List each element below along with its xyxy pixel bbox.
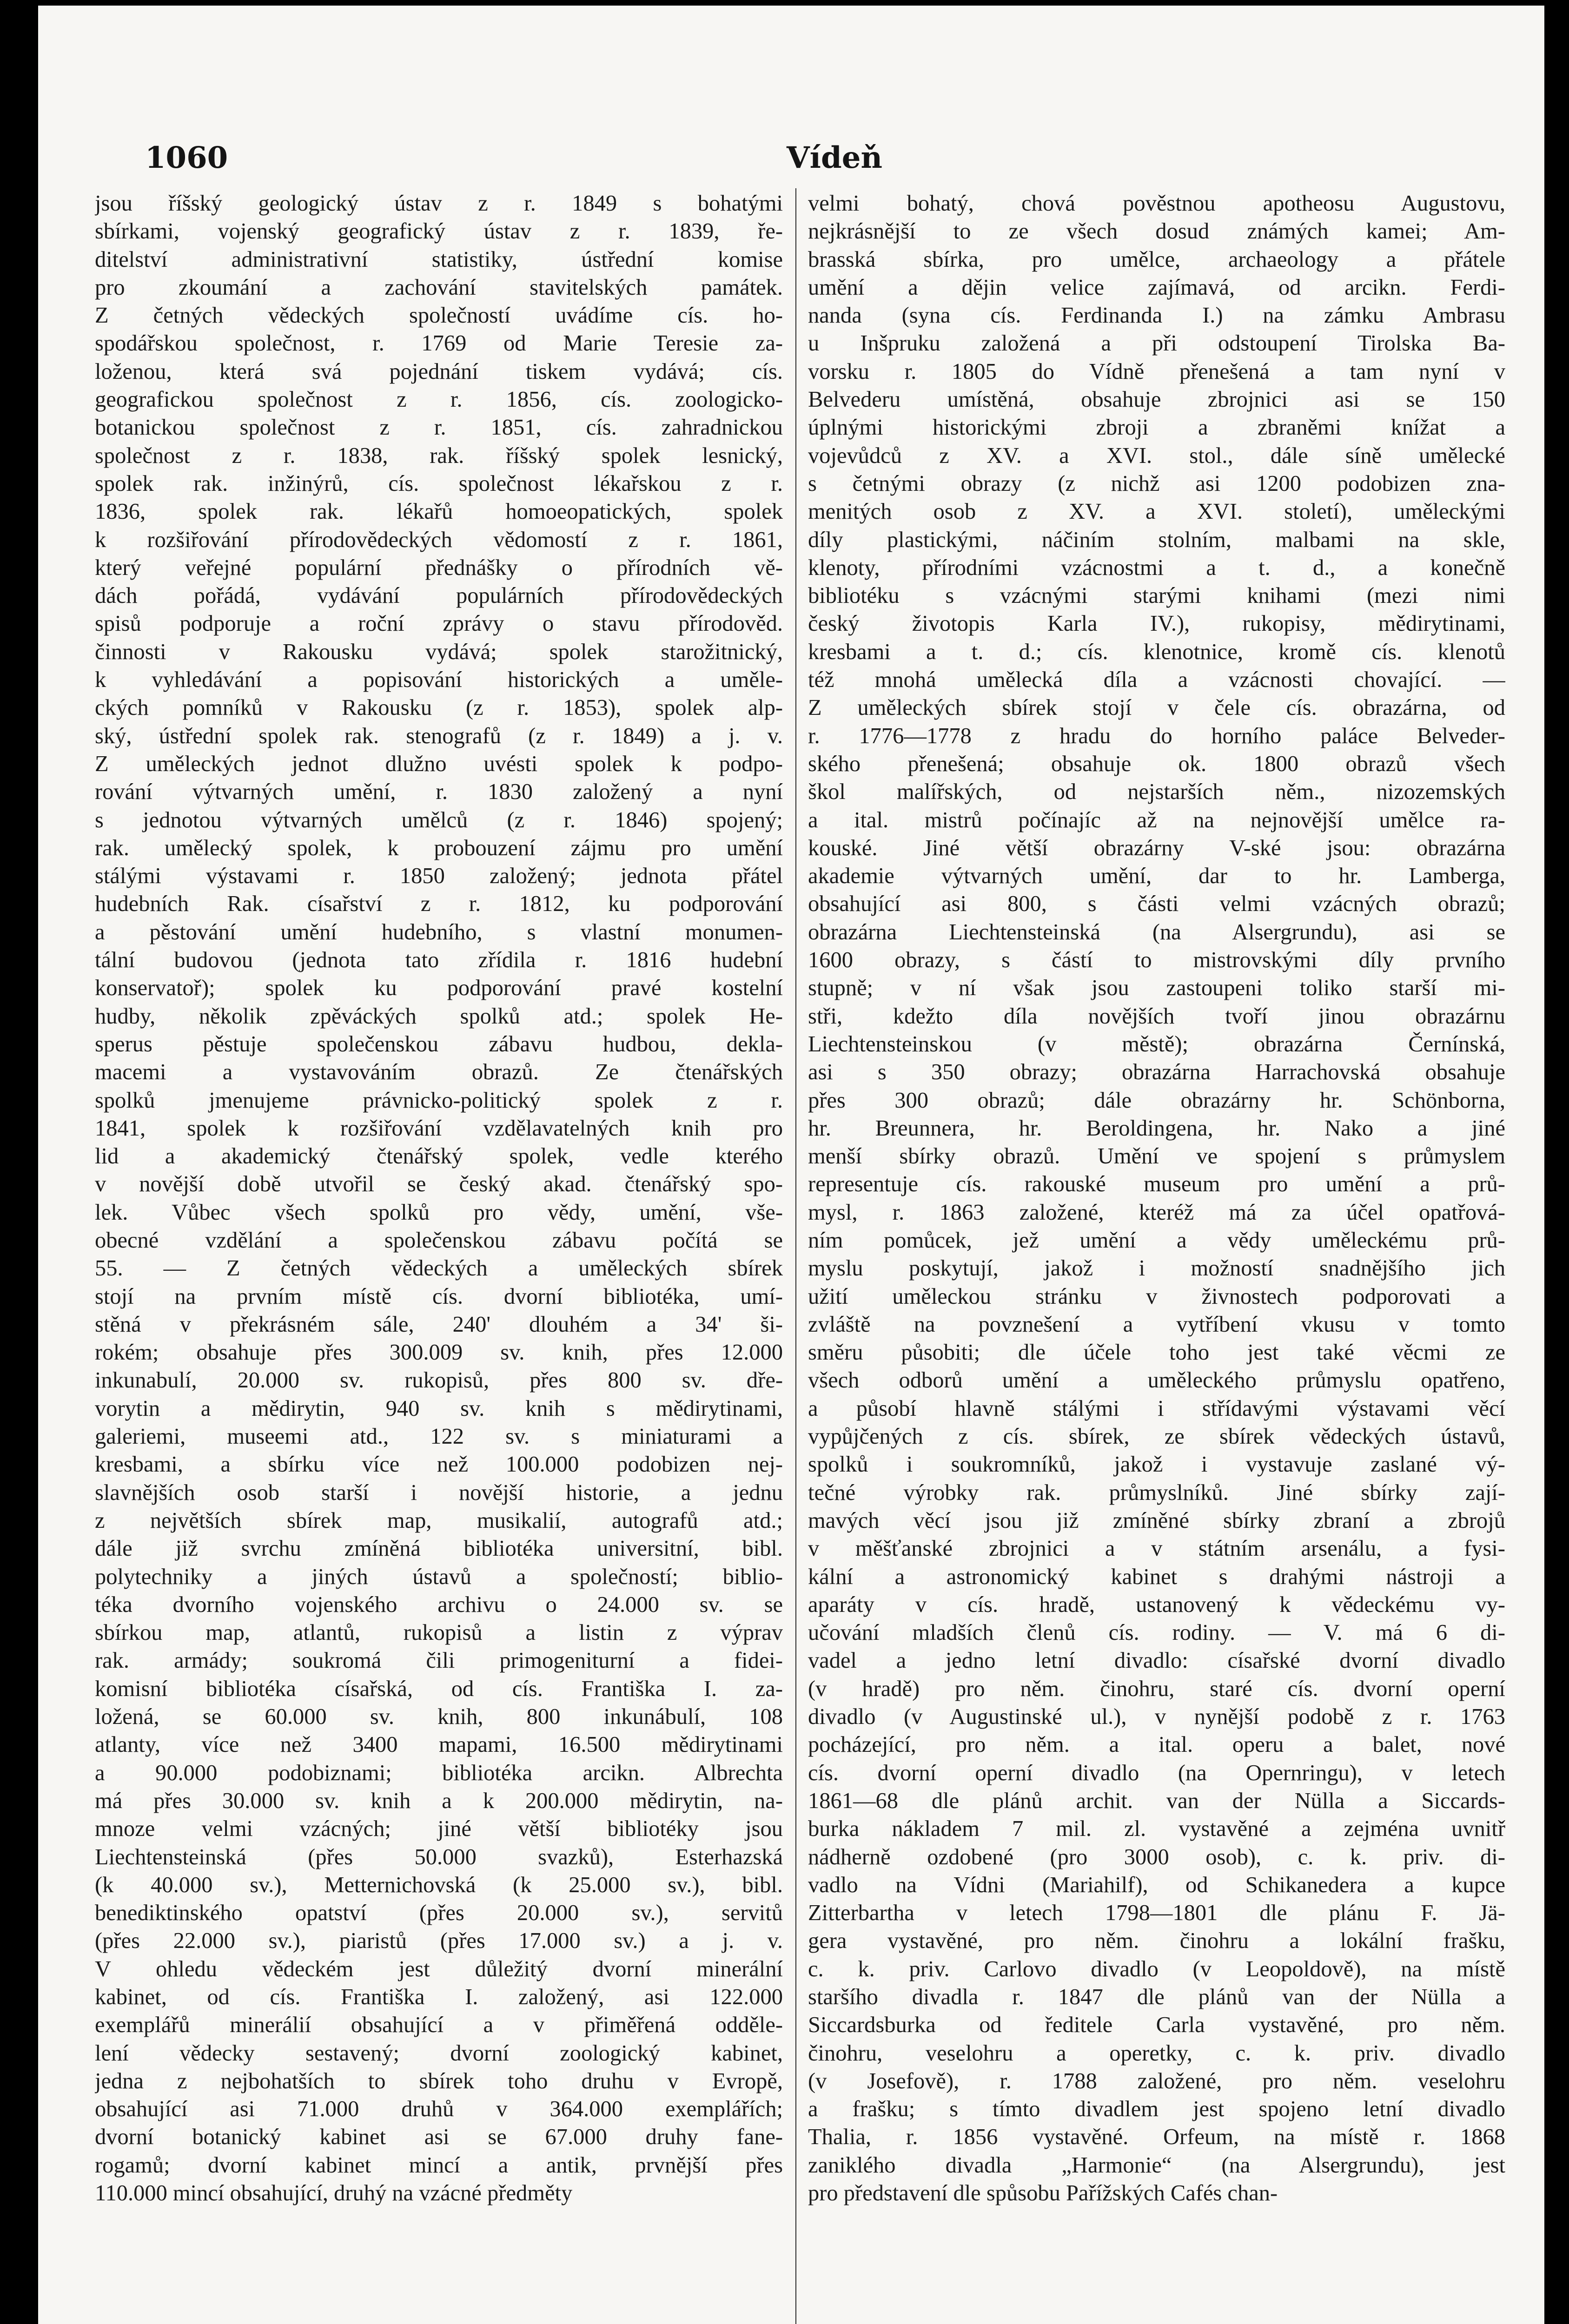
text-line: klenoty, přírodními vzácnostmi a t. d., a konečně bbox=[808, 555, 1505, 580]
text-line: macemi a vystavováním obrazů. Ze čtenářských bbox=[95, 1060, 783, 1085]
text-line: loženou, která svá pojednání tiskem vydává; cís. bbox=[95, 359, 783, 384]
text-line: ský, ústřední spolek rak. stenografů (z r. 1849) a j. v. bbox=[95, 723, 783, 748]
text-line: přes 300 obrazů; dále obrazárny hr. Schönborna, bbox=[808, 1088, 1505, 1113]
text-line: s četnými obrazy (z nichž asi 1200 podobizen zna- bbox=[808, 471, 1505, 496]
text-line: s jednotou výtvarných umělců (z r. 1846) spojený; bbox=[95, 807, 783, 832]
text-line: Z uměleckých sbírek stojí v čele cís. obrazárna, od bbox=[808, 695, 1505, 720]
text-line: (v hradě) pro něm. činohru, staré cís. dvorní operní bbox=[808, 1676, 1505, 1701]
text-line: aparáty v cís. hradě, ustanovený k vědeckému vy- bbox=[808, 1592, 1505, 1617]
text-line: mnoze velmi vzácných; jiné větší bibliotéky jsou bbox=[95, 1816, 783, 1842]
text-line: kresbami, a sbírku více než 100.000 podobizen nej- bbox=[95, 1452, 783, 1477]
text-line: díly plastickými, náčiním stolním, malbami na skle, bbox=[808, 527, 1505, 552]
text-line: má přes 30.000 sv. knih a k 200.000 mědirytin, na- bbox=[95, 1788, 783, 1813]
text-line: umění a dějin velice zajímavá, od arcikn. Ferdi- bbox=[808, 275, 1505, 300]
text-line: akademie výtvarných umění, dar to hr. Lamberga, bbox=[808, 864, 1505, 889]
text-line: Thalia, r. 1856 vystavěné. Orfeum, na místě r. 1868 bbox=[808, 2125, 1505, 2150]
text-line: (přes 22.000 sv.), piaristů (přes 17.000 sv.) a j. v. bbox=[95, 1928, 783, 1954]
text-line: spolek rak. inžinýrů, cís. společnost lékařskou z r. bbox=[95, 471, 783, 496]
text-line: stři, kdežto díla novějších tvoří jinou obrazárnu bbox=[808, 1004, 1505, 1029]
text-line: exemplářů minerálií obsahující a v přiměřená odděle- bbox=[95, 2013, 783, 2038]
text-line: rogamů; dvorní kabinet mincí a antik, prvnější přes bbox=[95, 2152, 783, 2178]
column-divider bbox=[795, 188, 796, 2324]
text-line: menší sbírky obrazů. Umění ve spojení s průmyslem bbox=[808, 1144, 1505, 1169]
text-line: tální budovou (jednota tato zřídila r. 1816 hudební bbox=[95, 948, 783, 973]
text-line: zaniklého divadla „Harmonie“ (na Alsergrundu), jest bbox=[808, 2152, 1505, 2178]
page-number: 1060 bbox=[145, 140, 228, 175]
text-line: Liechtensteinská (přes 50.000 svazků), Esterhazská bbox=[95, 1844, 783, 1869]
text-line: též mnohá umělecká díla a vzácnosti chovající. — bbox=[808, 667, 1505, 693]
text-line: mavých věcí jsou již zmíněné sbírky zbraní a zbrojů bbox=[808, 1508, 1505, 1533]
text-line: rak. armády; soukromá čili primogeniturní a fidei- bbox=[95, 1648, 783, 1673]
text-line: velmi bohatý, chová pověstnou apotheosu Augustovu, bbox=[808, 191, 1505, 216]
text-line: 110.000 mincí obsahující, druhý na vzácné předměty bbox=[95, 2181, 573, 2206]
text-line: společnost z r. 1838, rak. říšský spolek lesnický, bbox=[95, 443, 783, 468]
text-line: geografickou společnost z r. 1856, cís. zoologicko- bbox=[95, 387, 783, 412]
text-line: rokém; obsahuje přes 300.009 sv. knih, přes 12.000 bbox=[95, 1340, 783, 1365]
text-line: c. k. priv. Carlovo divadlo (v Leopoldově), na místě bbox=[808, 1956, 1505, 1981]
text-line: 1861—68 dle plánů archit. van der Nülla a Siccards- bbox=[808, 1788, 1505, 1813]
text-line: nanda (syna cís. Ferdinanda I.) na zámku Ambrasu bbox=[808, 303, 1505, 328]
text-line: u Inšpruku založená a při odstoupení Tirolska Ba- bbox=[808, 331, 1505, 356]
text-line: gera vystavěné, pro něm. činohru a lokální frašku, bbox=[808, 1928, 1505, 1954]
text-line: spodářskou společnost, r. 1769 od Marie Teresie za- bbox=[95, 331, 783, 356]
text-line: V ohledu vědeckém jest důležitý dvorní minerální bbox=[95, 1956, 783, 1981]
text-line: 1841, spolek k rozšiřování vzdělavatelných knih pro bbox=[95, 1116, 783, 1141]
text-line: burka nákladem 7 mil. zl. vystavěné a zejména uvnitř bbox=[808, 1816, 1505, 1842]
text-line: sbírkami, vojenský geografický ústav z r. 1839, ře- bbox=[95, 219, 783, 244]
text-line: téka dvorního vojenského archivu o 24.000 sv. se bbox=[95, 1592, 783, 1617]
text-line: který veřejné populární přednášky o přírodních vě- bbox=[95, 555, 783, 580]
right-column bbox=[808, 190, 1505, 2207]
text-line: staršího divadla r. 1847 dle plánů van der Nülla a bbox=[808, 1985, 1505, 2009]
text-line: dále již svrchu zmíněná bibliotéka universitní, bibl. bbox=[95, 1536, 783, 1561]
text-line: galeriemi, museemi atd., 122 sv. s miniaturami a bbox=[95, 1424, 783, 1449]
text-line: 1600 obrazy, s částí to mistrovskými díly prvního bbox=[808, 948, 1505, 973]
text-line: Z četných vědeckých společností uvádíme cís. ho- bbox=[95, 303, 783, 328]
text-line: škol malířských, od nejstarších něm., nizozemských bbox=[808, 779, 1505, 805]
text-line: kabinet, od cís. Františka I. založený, asi 122.000 bbox=[95, 1985, 783, 2009]
text-line: ckých pomníků v Rakousku (z r. 1853), spolek alp- bbox=[95, 695, 783, 720]
text-line: kální a astronomický kabinet s drahými nástroji a bbox=[808, 1564, 1505, 1589]
text-line: rování výtvarných umění, r. 1830 založený a nyní bbox=[95, 779, 783, 805]
text-line: činohru, veselohru a operetky, c. k. priv. divadlo bbox=[808, 2040, 1505, 2066]
text-line: bibliotéku s vzácnými starými knihami (mezi nimi bbox=[808, 583, 1505, 608]
text-line: obecné vzdělání a společenskou zábavu počítá se bbox=[95, 1228, 783, 1253]
text-line: myslu poskytují, jakož i možností snadnějšího jich bbox=[808, 1256, 1505, 1281]
text-line: stálými výstavami r. 1850 založený; jednota přátel bbox=[95, 864, 783, 889]
text-line: v měšťanské zbrojnici a v státním arsenálu, a fysi- bbox=[808, 1536, 1505, 1561]
text-line: vypůjčených z cís. sbírek, ze sbírek vědeckých ústavů, bbox=[808, 1424, 1505, 1449]
text-line: vadlo na Vídni (Mariahilf), od Schikanedera a kupce bbox=[808, 1872, 1505, 1897]
text-line: atlanty, více než 3400 mapami, 16.500 mědirytinami bbox=[95, 1732, 783, 1757]
text-line: užití uměleckou stránku v živnostech podporovati a bbox=[808, 1284, 1505, 1309]
text-line: lid a akademický čtenářský spolek, vedle kterého bbox=[95, 1144, 783, 1169]
text-line: konservatoř); spolek ku podporování pravé kostelní bbox=[95, 976, 783, 1001]
text-line: stupně; v ní však jsou zastoupeni toliko starší mi- bbox=[808, 976, 1505, 1001]
text-line: pocházející, pro něm. a ital. operu a balet, nové bbox=[808, 1732, 1505, 1757]
text-line: lek. Vůbec všech spolků pro vědy, umění, vše- bbox=[95, 1200, 783, 1225]
text-line: sbírkou map, atlantů, rukopisů a listin z výprav bbox=[95, 1620, 783, 1645]
text-line: pro zkoumání a zachování stavitelských památek. bbox=[95, 275, 783, 300]
text-line: kresbami a t. d.; cís. klenotnice, kromě cís. klenotů bbox=[808, 639, 1505, 664]
text-line: sperus pěstuje společenskou zábavu hudbou, dekla- bbox=[95, 1031, 783, 1056]
text-line: úplnými historickými zbroji a zbraněmi knížat a bbox=[808, 415, 1505, 440]
text-line: slavnějších osob starší i novější historie, a jednu bbox=[95, 1480, 783, 1505]
text-line: spolků jmenujeme právnicko-politický spolek z r. bbox=[95, 1088, 783, 1113]
text-line: činnosti v Rakousku vydává; spolek starožitnický, bbox=[95, 639, 783, 664]
text-line: a ital. mistrů počínajíc až na nejnovější umělce ra- bbox=[808, 807, 1505, 832]
text-line: cís. dvorní operní divadlo (na Opernringu), v letech bbox=[808, 1760, 1505, 1785]
text-line: a pěstování umění hudebního, s vlastní monumen- bbox=[95, 919, 783, 944]
text-line: asi s 350 obrazy; obrazárna Harrachovská obsahuje bbox=[808, 1060, 1505, 1085]
text-line: vorsku r. 1805 do Vídně přenešená a tam nyní v bbox=[808, 359, 1505, 384]
text-line: divadlo (v Augustinské ul.), v nynější podobě z r. 1763 bbox=[808, 1704, 1505, 1730]
text-line: z největších sbírek map, musikalií, autografů atd.; bbox=[95, 1508, 783, 1533]
text-line: r. 1776—1778 z hradu do horního paláce Belveder- bbox=[808, 723, 1505, 748]
text-line: mysl, r. 1863 založené, kteréž má za účel opatřová- bbox=[808, 1200, 1505, 1225]
text-line: ditelství administrativní statistiky, ústřední komise bbox=[95, 247, 783, 272]
text-line: botanickou společnost z r. 1851, cís. zahradnickou bbox=[95, 415, 783, 440]
text-line: k vyhledávání a popisování historických a uměle- bbox=[95, 667, 783, 693]
text-line: a frašku; s tímto divadlem jest spojeno letní divadlo bbox=[808, 2097, 1505, 2122]
text-line: Zitterbartha v letech 1798—1801 dle plánu F. Jä- bbox=[808, 1901, 1505, 1926]
text-line: a působí hlavně stálými i střídavými výstavami věcí bbox=[808, 1396, 1505, 1421]
text-line: spisů podporuje a roční zprávy o stavu přírodověd. bbox=[95, 611, 783, 636]
text-line: všech odborů umění a uměleckého průmyslu opatřeno, bbox=[808, 1368, 1505, 1393]
text-line: (v Josefově), r. 1788 založené, pro něm. veselohru bbox=[808, 2068, 1505, 2093]
text-line: Siccardsburka od ředitele Carla vystavěné, pro něm. bbox=[808, 2013, 1505, 2038]
text-line: Belvederu umístěná, obsahuje zbrojnici asi se 150 bbox=[808, 387, 1505, 412]
text-line: vojevůdců z XV. a XVI. stol., dále síně umělecké bbox=[808, 443, 1505, 468]
text-line: ním pomůcek, jež umění a vědy uměleckému prů- bbox=[808, 1228, 1505, 1253]
text-line: 1836, spolek rak. lékařů homoeopatických, spolek bbox=[95, 499, 783, 524]
text-line: Z uměleckých jednot dlužno uvésti spolek k podpo- bbox=[95, 751, 783, 776]
page-header bbox=[145, 140, 1461, 182]
text-line: zvláště na povznešení a vytříbení vkusu v tomto bbox=[808, 1312, 1505, 1337]
text-line: brasská sbírka, pro umělce, archaeology a přátele bbox=[808, 247, 1505, 272]
text-line: ského přenešená; obsahuje ok. 1800 obrazů všech bbox=[808, 751, 1505, 776]
text-line: dách pořádá, vydávání populárních přírodovědeckých bbox=[95, 583, 783, 608]
running-head: Vídeň bbox=[787, 140, 882, 175]
text-line: kouské. Jiné větší obrazárny V-ské jsou: obrazárna bbox=[808, 835, 1505, 860]
text-line: rak. umělecký spolek, k probouzení zájmu pro umění bbox=[95, 835, 783, 860]
text-line: representuje cís. rakouské museum pro umění a prů- bbox=[808, 1172, 1505, 1197]
text-line: stojí na prvním místě cís. dvorní bibliotéka, umí- bbox=[95, 1284, 783, 1309]
text-line: stěná v překrásném sále, 240' dlouhém a 34' ši- bbox=[95, 1312, 783, 1337]
text-line: hudebních Rak. císařství z r. 1812, ku podporování bbox=[95, 891, 783, 917]
text-line: vadel a jedno letní divadlo: císařské dvorní divadlo bbox=[808, 1648, 1505, 1673]
text-line: jsou říšský geologický ústav z r. 1849 s bohatými bbox=[95, 191, 783, 216]
text-line: k rozšiřování přírodovědeckých vědomostí z r. 1861, bbox=[95, 527, 783, 552]
text-line: (k 40.000 sv.), Metternichovská (k 25.000 sv.), bibl. bbox=[95, 1872, 783, 1897]
text-line: tečné výrobky rak. průmyslníků. Jiné sbírky zají- bbox=[808, 1480, 1505, 1505]
text-line: Liechtensteinskou (v městě); obrazárna Černínská, bbox=[808, 1031, 1505, 1056]
text-line: jedna z nejbohatších to sbírek toho druhu v Evropě, bbox=[95, 2068, 783, 2093]
text-line: vorytin a mědirytin, 940 sv. knih s mědirytinami, bbox=[95, 1396, 783, 1421]
text-line: v novější době utvořil se český akad. čtenářský spo- bbox=[95, 1172, 783, 1197]
text-line: spolků i soukromníků, jakož i vystavuje zaslané vý- bbox=[808, 1452, 1505, 1477]
text-line: komisní bibliotéka císařská, od cís. Františka I. za- bbox=[95, 1676, 783, 1701]
text-line: menitých osob z XV. a XVI. století), uměleckými bbox=[808, 499, 1505, 524]
text-line: benediktinského opatství (přes 20.000 sv.), servitů bbox=[95, 1901, 783, 1926]
text-line: 55. — Z četných vědeckých a uměleckých sbírek bbox=[95, 1256, 783, 1281]
text-line: dvorní botanický kabinet asi se 67.000 druhy fane- bbox=[95, 2125, 783, 2150]
left-column bbox=[95, 190, 783, 2207]
text-line: lení vědecky sestavený; dvorní zoologický kabinet, bbox=[95, 2040, 783, 2066]
text-line: polytechniky a jiných ústavů a společností; biblio- bbox=[95, 1564, 783, 1589]
text-line: pro představení dle spůsobu Pařížských Cafés chan- bbox=[808, 2181, 1278, 2206]
text-line: a 90.000 podobiznami; bibliotéka arcikn. Albrechta bbox=[95, 1760, 783, 1785]
text-line: český životopis Karla IV.), rukopisy, mědirytinami, bbox=[808, 611, 1505, 636]
text-line: inkunabulí, 20.000 sv. rukopisů, přes 800 sv. dře- bbox=[95, 1368, 783, 1393]
text-line: hudby, několik zpěváckých spolků atd.; spolek He- bbox=[95, 1004, 783, 1029]
text-line: obsahující asi 71.000 druhů v 364.000 exemplářích; bbox=[95, 2097, 783, 2122]
text-line: nejkrásnější to ze všech dosud známých kamei; Am- bbox=[808, 219, 1505, 244]
text-line: učování mladších členů cís. rodiny. — V. má 6 di- bbox=[808, 1620, 1505, 1645]
text-line: nádherně ozdobené (pro 3000 osob), c. k. priv. di- bbox=[808, 1844, 1505, 1869]
text-line: směru působiti; dle účele toho jest také věcmi ze bbox=[808, 1340, 1505, 1365]
text-line: hr. Breunnera, hr. Beroldingena, hr. Nako a jiné bbox=[808, 1116, 1505, 1141]
text-line: ložená, se 60.000 sv. knih, 800 inkunábulí, 108 bbox=[95, 1704, 783, 1730]
text-line: obrazárna Liechtensteinská (na Alsergrundu), asi se bbox=[808, 919, 1505, 944]
text-line: obsahující asi 800, s části velmi vzácných obrazů; bbox=[808, 891, 1505, 917]
